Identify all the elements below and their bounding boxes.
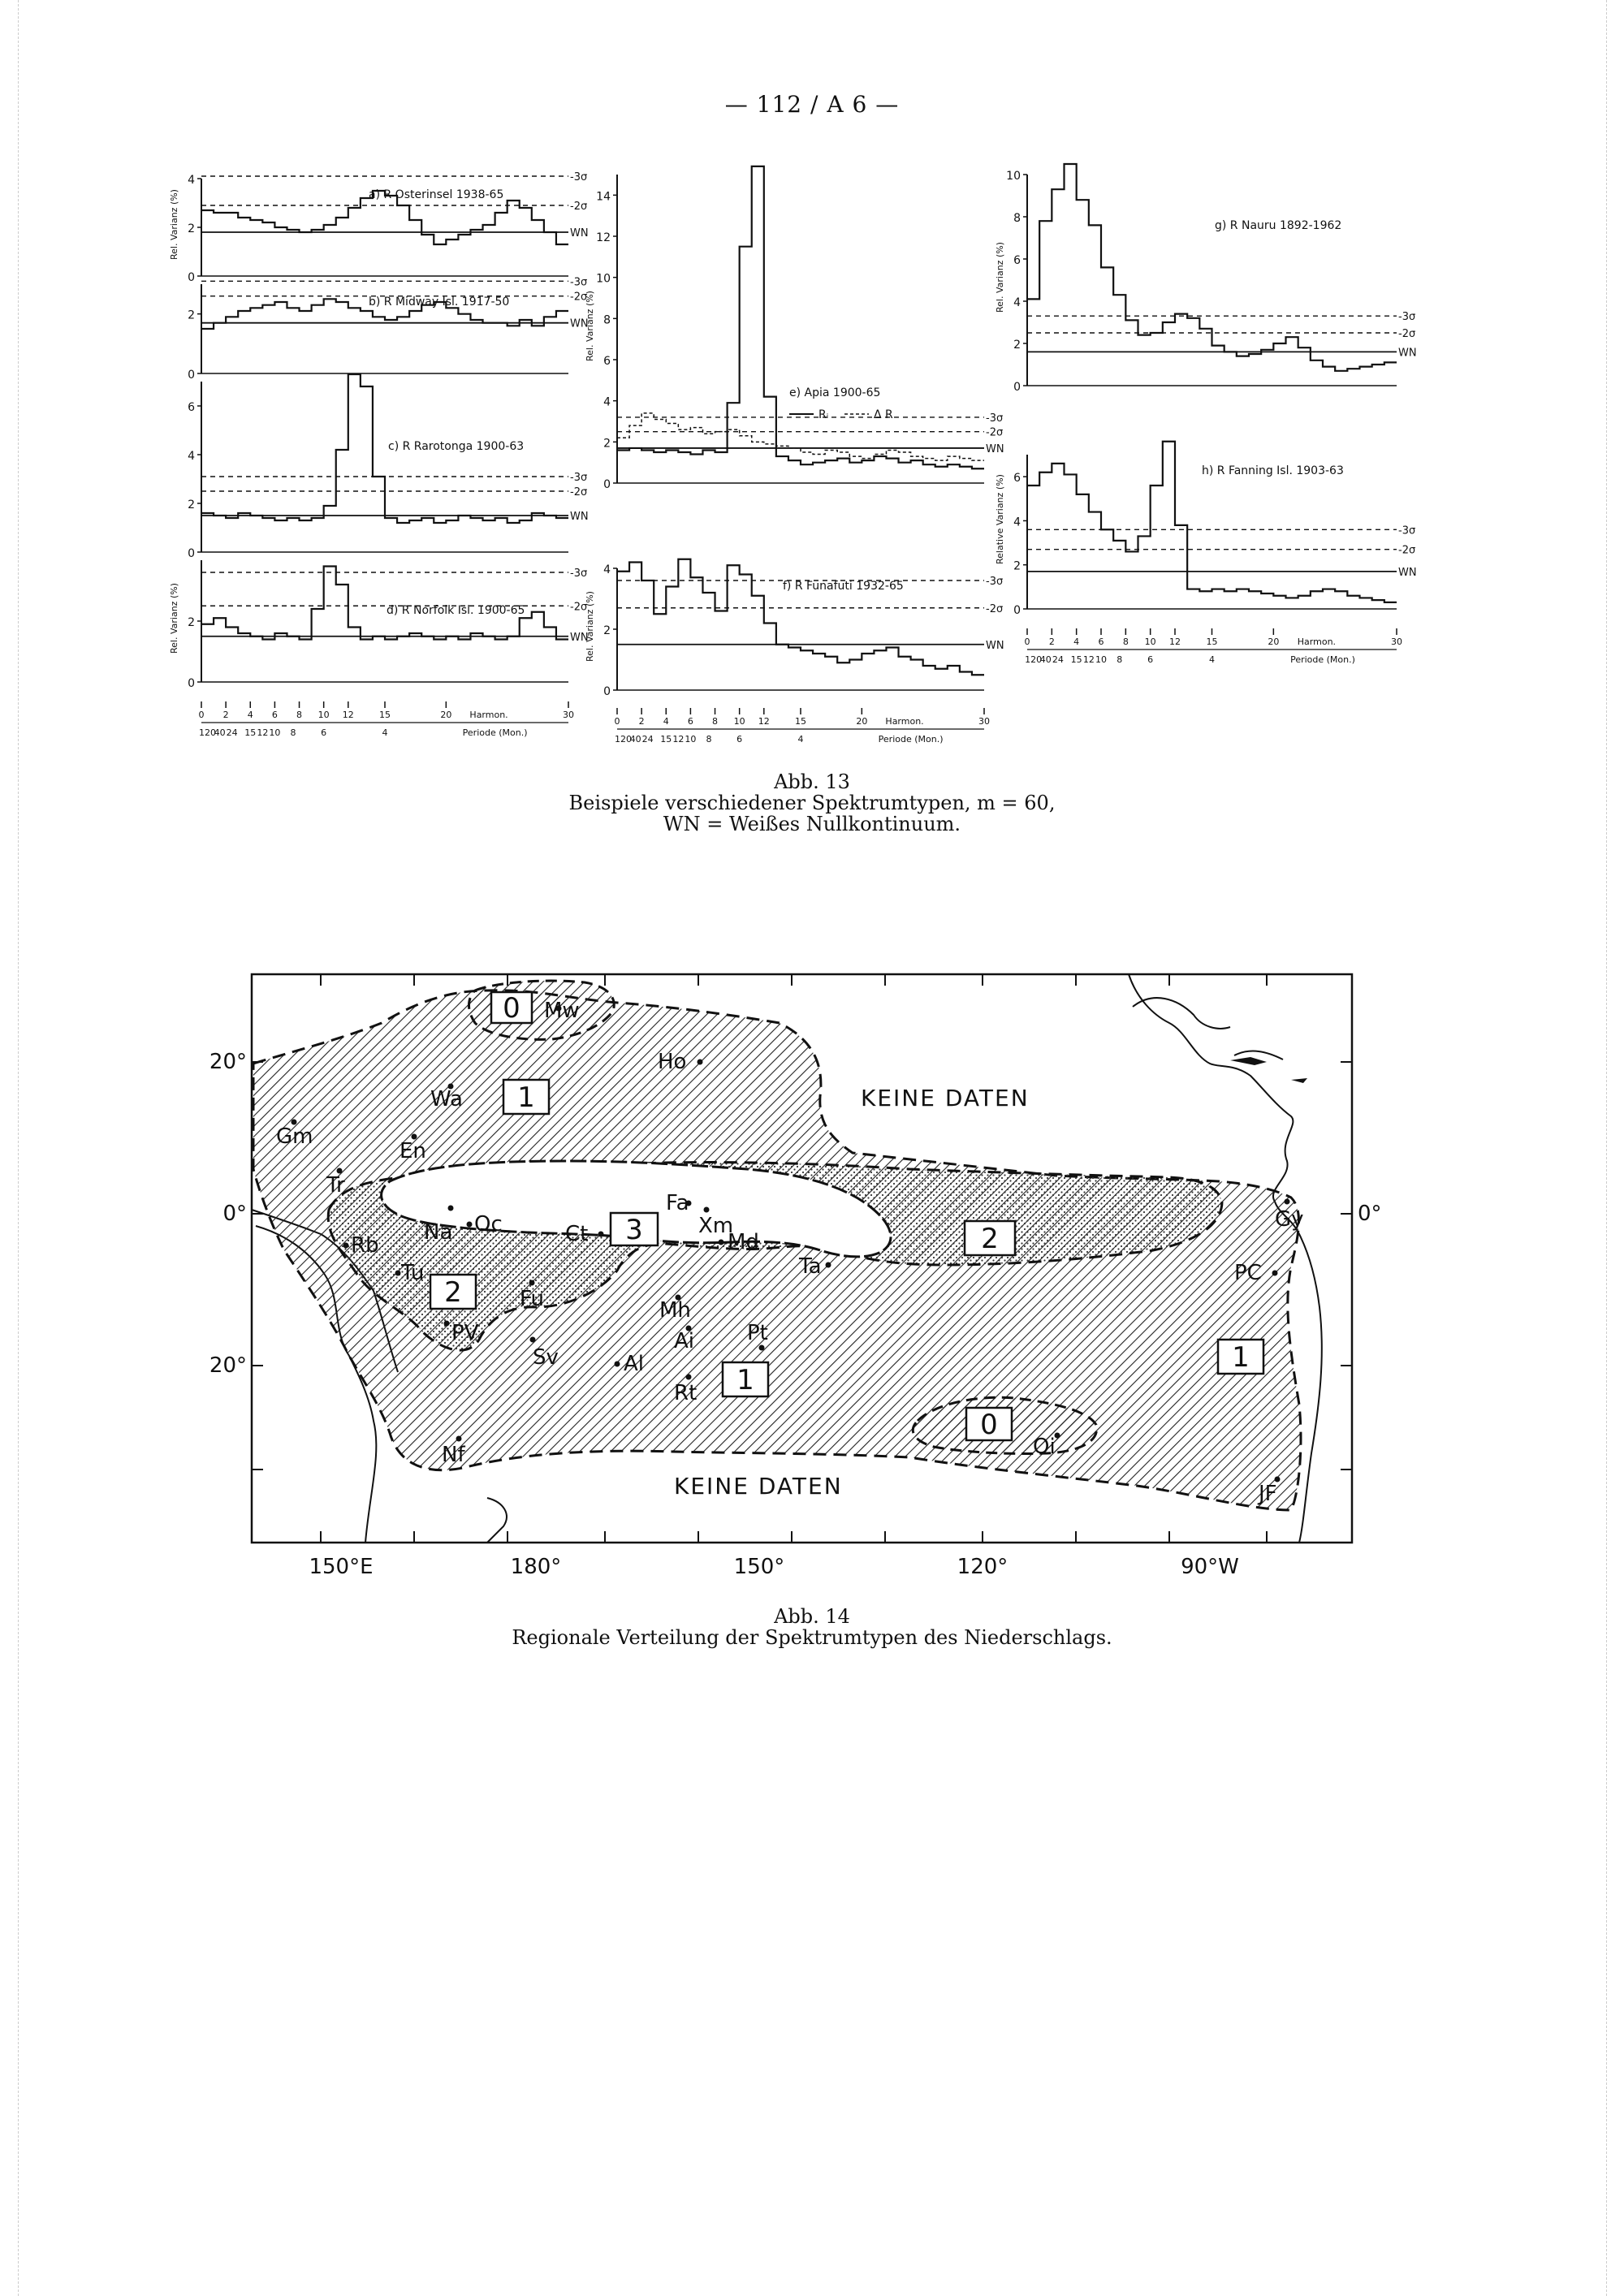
lat-label: 0°	[222, 1202, 247, 1226]
caption-line: Regionale Verteilung der Spektrumtypen des Niederschlags.	[512, 1626, 1112, 1649]
y-tick-label: 6	[188, 401, 195, 414]
panel-title: c) R Rarotonga 1900-63	[388, 440, 525, 453]
station-label: Xm	[698, 1214, 734, 1238]
y-tick-label: 2	[603, 624, 611, 637]
y-tick-label: 8	[1013, 212, 1021, 225]
station-label: Ta	[799, 1254, 822, 1279]
station-label: Ai	[674, 1329, 695, 1353]
y-tick-label: 0	[188, 369, 195, 382]
three-sigma-label: -3σ	[1398, 311, 1416, 324]
caption-label: Abb. 14	[774, 1605, 850, 1628]
period-tick-label: 4	[1209, 654, 1215, 665]
harmonic-tick-label: 0	[614, 716, 620, 727]
white-noise-label: WN	[570, 317, 589, 330]
station-label: Oc	[474, 1212, 503, 1236]
y-tick-label: 2	[603, 437, 611, 451]
type-box-label: 1	[736, 1364, 754, 1396]
white-noise-label: WN	[986, 639, 1004, 652]
period-tick-label: 12	[257, 727, 269, 738]
spectrum-step-line	[201, 567, 568, 640]
period-tick-label: 6	[321, 727, 327, 738]
lon-label: 90°W	[1181, 1555, 1239, 1579]
lat-label: 0°	[1358, 1202, 1382, 1226]
period-tick-label: 15	[1070, 654, 1082, 665]
period-tick-label: 120	[1025, 654, 1043, 665]
lon-label: 150°	[733, 1555, 785, 1579]
type-box-label: 2	[981, 1223, 999, 1255]
three-sigma-label: -3σ	[1398, 524, 1416, 537]
three-sigma-label: -3σ	[570, 568, 588, 580]
station-label: Tu	[401, 1261, 425, 1285]
white-noise-label: WN	[986, 442, 1004, 455]
harmonic-tick-label: 12	[1169, 637, 1181, 647]
harmonic-tick-label: 10	[733, 716, 745, 727]
station-label: Gy	[1275, 1207, 1304, 1232]
harmonic-tick-label: 20	[856, 716, 868, 727]
harmonic-tick-label: 8	[1122, 637, 1129, 647]
harmonic-tick-label: 4	[663, 716, 669, 727]
type-box-label: 0	[980, 1409, 998, 1441]
white-noise-label: WN	[570, 631, 589, 644]
harmonic-tick-label: 20	[1268, 637, 1280, 647]
station-label: Rt	[674, 1381, 698, 1405]
station-label: Ct	[565, 1222, 589, 1246]
period-tick-label: 40	[1039, 654, 1052, 665]
y-tick-label: 2	[188, 309, 195, 322]
harmonic-tick-label: 15	[379, 710, 391, 720]
station-label: Fu	[520, 1287, 545, 1311]
panel-title: g) R Nauru 1892-1962	[1215, 219, 1342, 232]
harmonic-tick-label: 4	[1073, 637, 1080, 647]
two-sigma-label: -2σ	[570, 601, 588, 614]
y-tick-label: 0	[188, 677, 195, 690]
harmonic-tick-label: 30	[1391, 637, 1402, 647]
x-axis-harmon-label: Harmon.	[1297, 637, 1337, 647]
station-label: PC	[1234, 1261, 1262, 1285]
station-label: JF	[1259, 1482, 1277, 1506]
y-tick-label: 10	[596, 272, 611, 286]
y-tick-label: 8	[603, 313, 611, 327]
y-tick-label: 4	[603, 395, 611, 409]
harmonic-tick-label: 30	[563, 710, 574, 720]
period-tick-label: 40	[214, 727, 226, 738]
station-label: En	[400, 1139, 426, 1163]
x-axis-period-label: Periode (Mon.)	[878, 734, 944, 744]
type-box-label: 3	[625, 1214, 643, 1246]
period-tick-label: 15	[244, 727, 257, 738]
y-axis-title: Rel. Varianz (%)	[169, 189, 179, 260]
panel-title: e) Apia 1900-65	[789, 386, 881, 399]
y-tick-label: 0	[603, 478, 611, 491]
panel-title: f) R Funafuti 1932-65	[783, 580, 904, 593]
period-tick-label: 40	[629, 734, 641, 744]
legend-dr-label: Δ R	[874, 408, 893, 421]
harmonic-tick-label: 0	[1024, 637, 1030, 647]
type-box-label: 1	[517, 1081, 535, 1114]
period-tick-label: 6	[1147, 654, 1154, 665]
y-tick-label: 0	[1013, 381, 1021, 394]
harmonic-tick-label: 15	[795, 716, 806, 727]
harmonic-tick-label: 6	[271, 710, 278, 720]
y-tick-label: 2	[1013, 339, 1021, 352]
spectrum-step-line	[617, 166, 984, 468]
period-tick-label: 10	[269, 727, 281, 738]
period-tick-label: 24	[641, 734, 654, 744]
x-axis-period-label: Periode (Mon.)	[1290, 654, 1355, 665]
no-data-label-south: KEINE DATEN	[674, 1473, 843, 1500]
harmonic-tick-label: 0	[198, 710, 205, 720]
period-tick-label: 15	[660, 734, 672, 744]
period-tick-label: 12	[672, 734, 685, 744]
period-tick-label: 8	[290, 727, 296, 738]
y-axis-title: Rel. Varianz (%)	[995, 242, 1005, 313]
period-tick-label: 120	[199, 727, 217, 738]
harmonic-tick-label: 12	[758, 716, 770, 727]
y-tick-label: 4	[188, 450, 195, 463]
page-number: — 112 / A 6 —	[724, 91, 900, 118]
type-box-label: 1	[1232, 1341, 1250, 1374]
panel-title: b) R Midway Isl. 1917-50	[369, 296, 510, 309]
two-sigma-label: -2σ	[986, 426, 1004, 439]
y-tick-label: 0	[188, 271, 195, 284]
no-data-label-north: KEINE DATEN	[861, 1085, 1030, 1111]
lon-label: 150°E	[309, 1555, 374, 1579]
harmonic-tick-label: 2	[1048, 637, 1055, 647]
figure-13-caption	[0, 771, 1624, 835]
type-box-label: 0	[503, 992, 520, 1025]
lat-label: 20°	[209, 1353, 247, 1378]
period-tick-label: 8	[1116, 654, 1123, 665]
harmonic-tick-label: 15	[1206, 637, 1218, 647]
panel-title: d) R Norfolk Isl. 1900-65	[387, 604, 525, 617]
station-label: PV	[451, 1321, 479, 1345]
period-tick-label: 4	[382, 727, 388, 738]
y-tick-label: 2	[188, 616, 195, 629]
harmonic-tick-label: 12	[342, 710, 354, 720]
period-tick-label: 10	[1095, 654, 1107, 665]
x-axis-harmon-label: Harmon.	[885, 716, 924, 727]
y-tick-label: 6	[1013, 472, 1021, 486]
two-sigma-label: -2σ	[570, 201, 588, 213]
y-tick-label: 4	[1013, 516, 1021, 529]
station-label: Fa	[666, 1191, 689, 1215]
caption-label: Abb. 13	[774, 770, 850, 793]
figure-14-caption	[0, 1606, 1624, 1648]
harmonic-tick-label: 4	[247, 710, 253, 720]
station-label: Al	[624, 1352, 645, 1376]
type-box-label: 2	[444, 1276, 462, 1309]
figure-14-map	[0, 966, 1624, 1583]
y-tick-label: 6	[603, 355, 611, 368]
caption-line: WN = Weißes Nullkontinuum.	[663, 813, 961, 835]
y-tick-label: 6	[1013, 254, 1021, 267]
harmonic-tick-label: 6	[687, 716, 693, 727]
period-tick-label: 12	[1082, 654, 1095, 665]
lon-label: 180°	[510, 1555, 562, 1579]
spectrum-step-line	[1027, 164, 1397, 371]
three-sigma-label: -3σ	[570, 472, 588, 484]
harmonic-tick-label: 20	[440, 710, 452, 720]
y-axis-title: Rel. Varianz (%)	[585, 291, 595, 361]
spectrum-dr-line	[617, 413, 984, 460]
harmonic-tick-label: 10	[317, 710, 330, 720]
y-tick-label: 2	[188, 498, 195, 511]
station-label: Ho	[658, 1050, 687, 1074]
period-tick-label: 24	[1052, 654, 1064, 665]
lon-label: 120°	[957, 1555, 1009, 1579]
lat-label: 20°	[209, 1050, 247, 1074]
station-label: Oi	[1033, 1435, 1056, 1459]
two-sigma-label: -2σ	[570, 486, 588, 498]
two-sigma-label: -2σ	[1398, 328, 1416, 340]
two-sigma-label: -2σ	[986, 602, 1004, 615]
panel-title: h) R Fanning Isl. 1903-63	[1202, 464, 1344, 477]
y-tick-label: 0	[188, 547, 195, 560]
y-tick-label: 0	[603, 685, 611, 698]
station-label: Mw	[544, 999, 580, 1023]
period-tick-label: 8	[706, 734, 712, 744]
three-sigma-label: -3σ	[570, 171, 588, 183]
harmonic-tick-label: 8	[296, 710, 303, 720]
white-noise-label: WN	[1398, 566, 1417, 579]
station-label: Mh	[659, 1298, 691, 1323]
station-label: Sv	[533, 1345, 559, 1370]
y-tick-label: 14	[596, 190, 611, 204]
panel-title: a) R Osterinsel 1938-65	[369, 188, 504, 201]
three-sigma-label: -3σ	[986, 576, 1004, 588]
three-sigma-label: -3σ	[570, 276, 588, 289]
period-tick-label: 24	[226, 727, 238, 738]
y-tick-label: 2	[188, 222, 195, 235]
white-noise-label: WN	[570, 227, 589, 240]
station-label: Wa	[430, 1087, 463, 1111]
spectrum-step-line	[617, 559, 984, 675]
station-label: Pt	[747, 1321, 768, 1345]
period-tick-label: 4	[797, 734, 804, 744]
y-tick-label: 2	[1013, 559, 1021, 573]
harmonic-tick-label: 30	[978, 716, 990, 727]
harmonic-tick-label: 8	[712, 716, 719, 727]
y-tick-label: 4	[1013, 296, 1021, 309]
harmonic-tick-label: 2	[222, 710, 229, 720]
station-label: Gm	[276, 1124, 313, 1149]
period-tick-label: 6	[736, 734, 743, 744]
y-tick-label: 12	[596, 231, 611, 244]
caption-line: Beispiele verschiedener Spektrumtypen, m = 60,	[568, 792, 1056, 814]
x-axis-period-label: Periode (Mon.)	[462, 727, 528, 738]
period-tick-label: 10	[685, 734, 697, 744]
x-axis-harmon-label: Harmon.	[469, 710, 508, 720]
two-sigma-label: -2σ	[570, 291, 588, 304]
white-noise-label: WN	[1398, 347, 1417, 360]
three-sigma-label: -3σ	[986, 412, 1004, 425]
y-axis-title: Rel. Varianz (%)	[169, 583, 179, 654]
y-axis-title: Rel. Varianz (%)	[585, 591, 595, 662]
harmonic-tick-label: 2	[638, 716, 645, 727]
harmonic-tick-label: 6	[1098, 637, 1104, 647]
station-label: Tr	[326, 1173, 345, 1198]
y-tick-label: 4	[603, 563, 611, 576]
two-sigma-label: -2σ	[1398, 544, 1416, 557]
harmonic-tick-label: 10	[1144, 637, 1156, 647]
station-label: Md	[728, 1230, 759, 1254]
station-label: Rb	[351, 1233, 379, 1258]
white-noise-label: WN	[570, 511, 589, 523]
station-label: Na	[424, 1220, 453, 1245]
y-tick-label: 0	[1013, 604, 1021, 617]
y-tick-label: 4	[188, 174, 195, 187]
station-label: Nf	[442, 1443, 465, 1467]
y-tick-label: 10	[1006, 170, 1021, 183]
period-tick-label: 120	[615, 734, 633, 744]
y-axis-title: Relative Varianz (%)	[995, 474, 1005, 564]
legend-ri-label: Rᵢ	[818, 408, 829, 421]
